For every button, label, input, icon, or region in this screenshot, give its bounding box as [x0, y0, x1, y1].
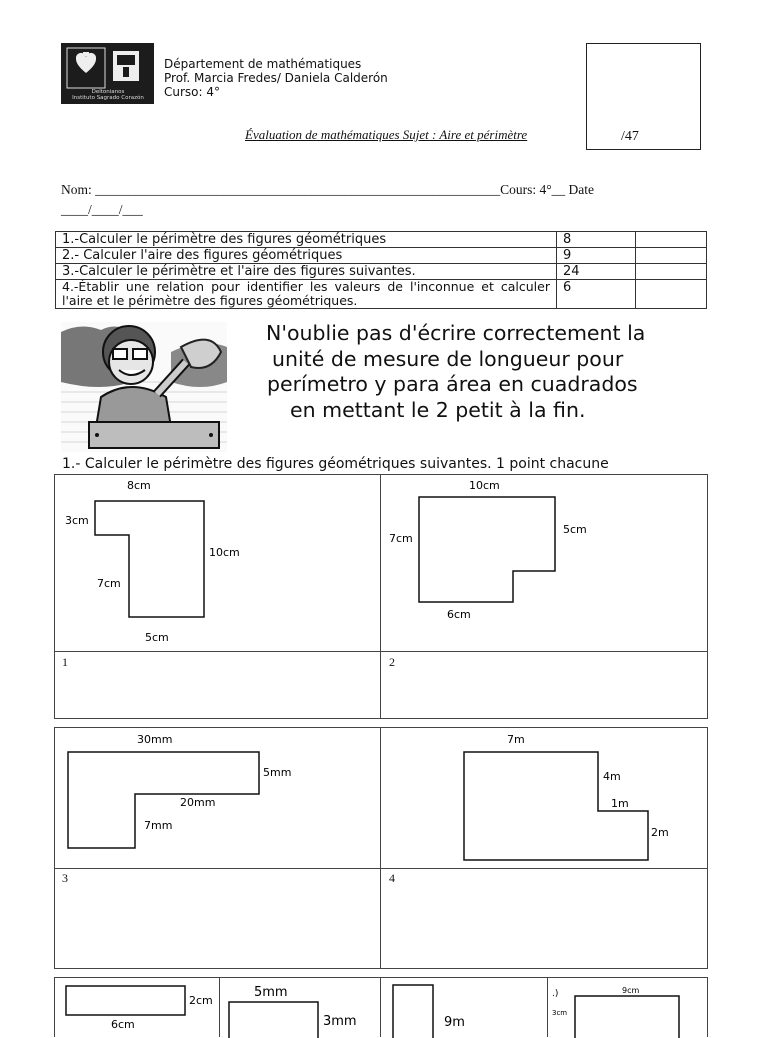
- figure-1-2-drawing: [55, 475, 707, 651]
- figure-5-bottom-label: 6cm: [111, 1018, 135, 1031]
- reminder-line: unité de mesure de longueur pour: [272, 346, 624, 371]
- figure-3-inner-v-label: 7mm: [144, 819, 173, 832]
- figures-grid-1: [54, 474, 708, 719]
- reminder-line: en mettant le 2 petit à la fin.: [290, 397, 586, 422]
- table-cell-points: 8: [557, 232, 636, 248]
- score-box: [586, 43, 701, 150]
- reminder-note: [266, 321, 696, 423]
- table-cell-points: 9: [557, 248, 636, 264]
- figure-5-shape: [66, 986, 185, 1015]
- table-cell-score[interactable]: [636, 280, 707, 309]
- figure-7-shape: [393, 985, 433, 1038]
- figures-grid-3: [54, 977, 708, 1037]
- divider: [55, 651, 707, 652]
- figure-4-right-upper-label: 4m: [603, 770, 621, 783]
- figure-8-shape: [575, 996, 679, 1038]
- figure-8-top-label: 9cm: [622, 986, 640, 995]
- figure-8-marker: .): [552, 989, 559, 999]
- figure-6-shape: [229, 1002, 318, 1038]
- answer-number-1: 1: [62, 655, 68, 669]
- figure-4-right-lower-label: 2m: [651, 826, 669, 839]
- section-1-title: 1.- Calculer le périmètre des figures géométriques suivantes. 1 point chacune: [62, 456, 609, 472]
- table-cell-description: 2.- Calculer l'aire des figures géométriques: [56, 248, 557, 264]
- table-cell-points: 6: [557, 280, 636, 309]
- answer-number-3: 3: [62, 871, 68, 885]
- table-cell-description: 1.-Calculer le périmètre des figures géométriques: [56, 232, 557, 248]
- figure-4-step-label: 1m: [611, 797, 629, 810]
- evaluation-title: Évaluation de mathématiques Sujet : Aire et périmètre: [245, 127, 528, 142]
- figure-1-shape: [95, 501, 204, 617]
- figures-grid-2: [54, 727, 708, 969]
- reminder-line: perímetro y para área en cuadrados: [267, 372, 638, 396]
- table-cell-points: 24: [557, 264, 636, 280]
- table-row: [56, 264, 707, 280]
- score-table: [55, 231, 707, 309]
- table-cell-score[interactable]: [636, 232, 707, 248]
- figure-3-right-label: 5mm: [263, 766, 292, 779]
- answer-number-2: 2: [389, 655, 395, 669]
- course-label: Curso: 4°: [164, 85, 221, 99]
- figure-2-bottom-label: 6cm: [447, 608, 471, 621]
- figure-5-8-drawing: [55, 978, 707, 1038]
- table-cell-description: 4.-Établir une relation pour identifier les valeurs de l'inconnue et calculer l'aire et le périmètre des figures géométriques.: [56, 280, 557, 309]
- figure-6-top-label: 5mm: [254, 985, 288, 1000]
- table-cell-score[interactable]: [636, 248, 707, 264]
- table-cell-description: 3.-Calculer le périmètre et l'aire des figures suivantes.: [56, 264, 557, 280]
- figure-1-inner-label: 7cm: [97, 577, 121, 590]
- score-total: /47: [621, 129, 639, 144]
- figure-3-shape: [68, 752, 259, 848]
- student-info-line[interactable]: [61, 180, 651, 220]
- figure-5-right-label: 2cm: [189, 994, 213, 1007]
- table-cell-score[interactable]: [636, 264, 707, 280]
- figure-1-right-label: 10cm: [209, 546, 240, 559]
- department-name: Département de mathématiques: [164, 57, 362, 71]
- divider: [55, 868, 707, 869]
- figure-2-left-label: 7cm: [389, 532, 413, 545]
- figure-1-top-label: 8cm: [127, 479, 151, 492]
- name-course-field[interactable]: Nom: ____________________________________________________________Cours: 4°__ Date: [61, 182, 595, 197]
- figure-2-right-label: 5cm: [563, 523, 587, 536]
- figure-8-left-label: 3cm: [552, 1009, 568, 1017]
- table-row: [56, 248, 707, 264]
- answer-number-4: 4: [389, 871, 395, 885]
- figure-2-shape: [419, 497, 555, 602]
- figure-1-bottom-label: 5cm: [145, 631, 169, 644]
- figure-7-label: 9m: [444, 1015, 465, 1030]
- cartoon-illustration: [61, 322, 227, 452]
- table-row: [56, 232, 707, 248]
- figure-1-left-label: 3cm: [65, 514, 89, 527]
- reminder-line: N'oublie pas d'écrire correctement la: [266, 321, 646, 345]
- table-row: [56, 280, 707, 309]
- figure-2-top-label: 10cm: [469, 479, 500, 492]
- date-field[interactable]: ____/____/___: [61, 202, 143, 217]
- figure-3-top-label: 30mm: [137, 733, 173, 746]
- figure-6-right-label: 3mm: [323, 1014, 357, 1029]
- teachers-name: Prof. Marcia Fredes/ Daniela Calderón: [164, 71, 388, 85]
- figure-3-inner-h-label: 20mm: [180, 796, 216, 809]
- figure-4-top-label: 7m: [507, 733, 525, 746]
- logo-caption: Deltonianos Instituto Sagrado Corazón: [72, 89, 144, 101]
- figure-3-4-drawing: [55, 728, 707, 868]
